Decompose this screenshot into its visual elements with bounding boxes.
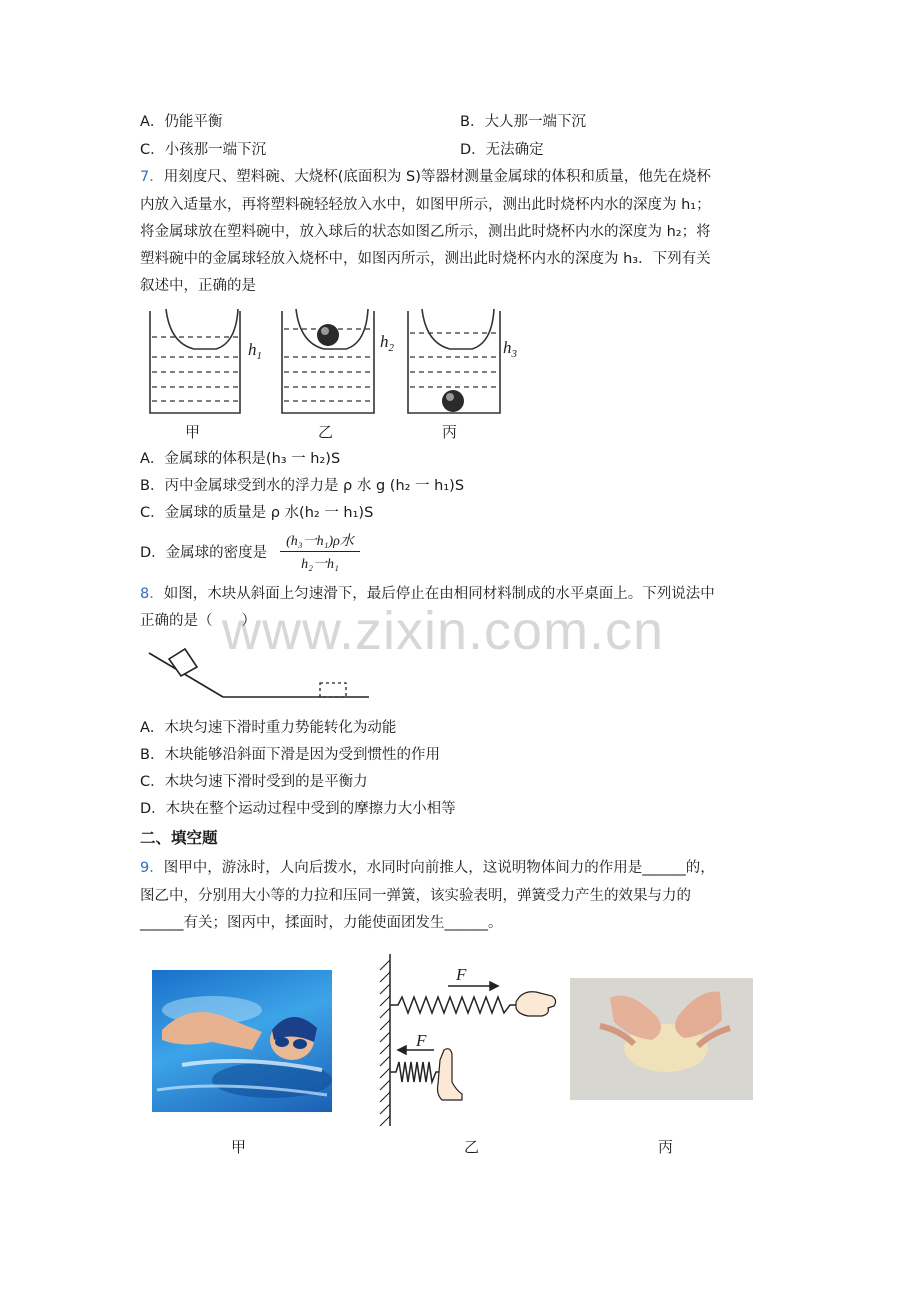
q7-number: 7．	[140, 169, 164, 185]
dough-photo	[570, 978, 753, 1100]
force-label-pull: F	[456, 965, 467, 984]
fraction-numerator: (h₃一h₁)ρ水	[280, 530, 360, 552]
q9-number: 9．	[140, 860, 164, 876]
spring-figure	[372, 950, 572, 1130]
beaker-figure	[140, 305, 540, 445]
incline-figure	[145, 645, 375, 705]
pushing-hand-icon	[438, 1049, 463, 1100]
q7-stem-line4: 塑料碗中的金属球轻放入烧杯中，如图丙所示，测出此时烧杯内水的深度为 h₃．下列有关	[140, 251, 711, 267]
watermark: www.zixin.com.cn	[222, 601, 665, 661]
q6-option-b: B．大人那一端下沉	[460, 114, 586, 130]
q9-stem-line1: 9．图甲中，游泳时，人向后拨水，水同时向前推人，这说明物体间力的作用是______的，	[140, 860, 715, 876]
density-fraction	[280, 530, 360, 573]
fig-label-jia-photo: 甲	[231, 1138, 247, 1156]
q9-stem-line3: ______有关；图丙中，揉面时，力能使面团发生______。	[140, 915, 503, 931]
swimmer-photo	[152, 970, 332, 1112]
q8-option-a: A．木块匀速下滑时重力势能转化为动能	[140, 720, 397, 736]
fraction-denominator: h₂一h₁	[301, 557, 339, 572]
q8-stem-line1: 8．如图，木块从斜面上匀速滑下，最后停止在由相同材料制成的水平桌面上。下列说法中	[140, 586, 715, 602]
section-title: 二、填空题	[140, 829, 218, 847]
q7-stem-line5: 叙述中，正确的是	[140, 278, 256, 294]
fig-label-yi: 乙	[318, 423, 334, 441]
fig-label-bing-photo: 丙	[658, 1138, 674, 1156]
q7-stem-line1: 7．用刻度尺、塑料碗、大烧杯(底面积为 S)等器材测量金属球的体积和质量，他先在烧杯	[140, 169, 711, 185]
q8-option-d: D．木块在整个运动过程中受到的摩擦力大小相等	[140, 801, 456, 817]
q7-stem-line2: 内放入适量水，再将塑料碗轻轻放入水中，如图甲所示，测出此时烧杯内水的深度为 h₁；	[140, 197, 711, 213]
fig-label-yi-caption: 乙	[464, 1138, 480, 1156]
q7-option-b: B．丙中金属球受到水的浮力是 ρ 水 g (h₂ 一 h₁)S	[140, 478, 465, 494]
q7-option-d: D．金属球的密度是	[140, 545, 268, 561]
q6-option-a: A．仍能平衡	[140, 114, 223, 130]
pulling-hand-icon	[516, 992, 556, 1016]
h2-label: $h_2$	[380, 332, 394, 354]
q6-option-d: D．无法确定	[460, 142, 544, 158]
fig-label-bing: 丙	[442, 423, 458, 441]
metal-ball-at-bottom	[442, 390, 464, 412]
q9-stem-line2: 图乙中，分别用大小等的力拉和压同一弹簧，该实验表明，弹簧受力产生的效果与力的	[140, 888, 691, 904]
h1-label: $h_1$	[248, 340, 262, 362]
q7-option-c: C．金属球的质量是 ρ 水(h₂ 一 h₁)S	[140, 505, 374, 521]
metal-ball-in-bowl	[317, 324, 339, 346]
q8-option-b: B．木块能够沿斜面下滑是因为受到惯性的作用	[140, 747, 440, 763]
q8-stem-line2: 正确的是（ ）	[140, 613, 256, 629]
h3-label: $h_3$	[503, 338, 517, 360]
q6-option-c: C．小孩那一端下沉	[140, 142, 267, 158]
q7-stem-line3: 将金属球放在塑料碗中，放入球后的状态如图乙所示，测出此时烧杯内水的深度为 h₂；将	[140, 224, 711, 240]
q8-option-c: C．木块匀速下滑时受到的是平衡力	[140, 774, 368, 790]
q7-option-a: A．金属球的体积是(h₃ 一 h₂)S	[140, 451, 341, 467]
force-label-push: F	[416, 1031, 427, 1050]
q8-number: 8．	[140, 586, 164, 602]
fig-label-jia: 甲	[185, 423, 201, 441]
